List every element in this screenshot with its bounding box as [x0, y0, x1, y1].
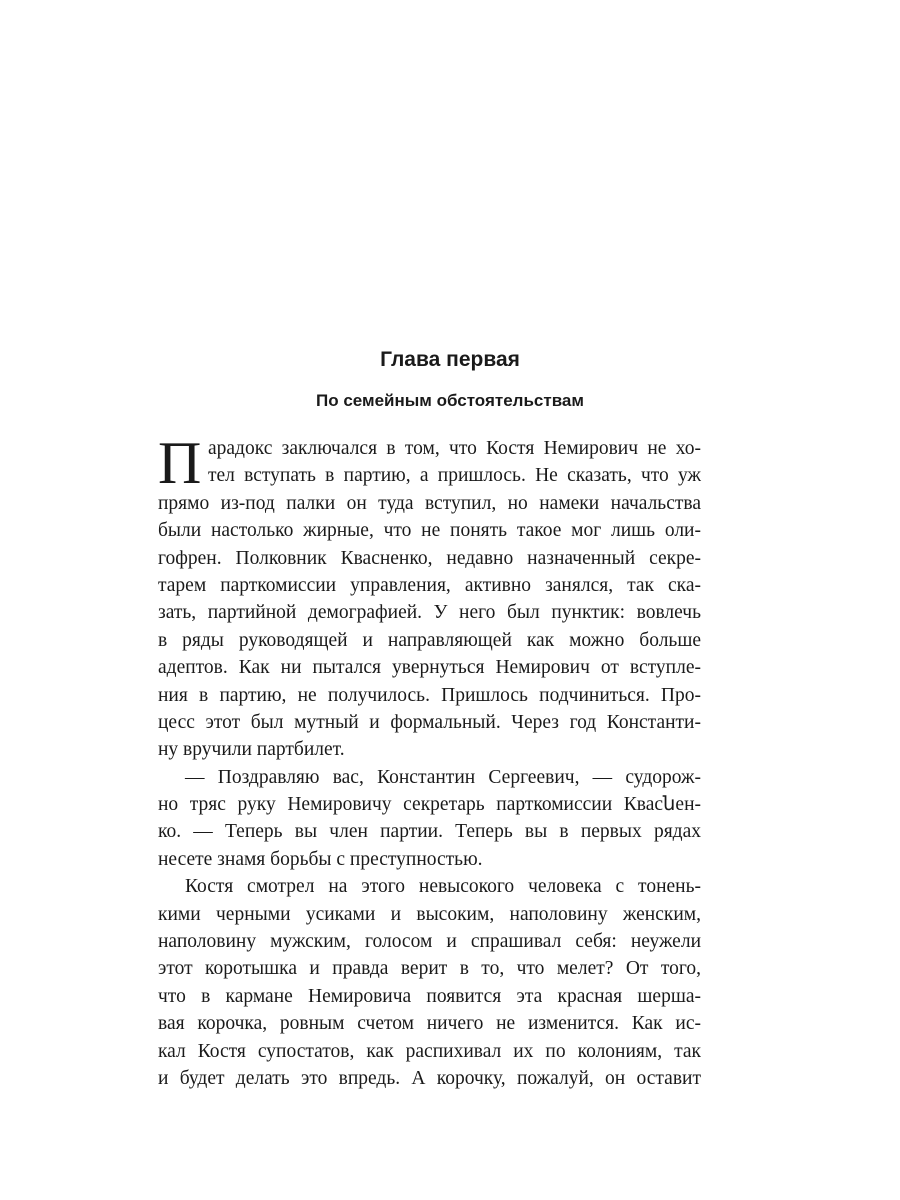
text-line: Костя смотрел на этого невысокого человека с тонень-: [185, 876, 701, 898]
text-line: гофрен. Полковник Квасненко, недавно назначенный секре-: [158, 547, 701, 569]
text-line: наполовину мужским, голосом и спрашивал себя: неужели: [158, 931, 701, 953]
text-line: кими черными усиками и высоким, наполовину женским,: [158, 903, 701, 925]
text-line: адептов. Как ни пытался увернуться Немирович от вступле-: [158, 657, 701, 679]
body-text: [158, 430, 701, 1092]
chapter-subtitle: По семейным обстоятельствам: [316, 391, 584, 410]
text-line: тарем парткомиссии управления, активно занялся, так ска-: [158, 574, 701, 596]
text-line: цесс этот был мутный и формальный. Через год Константи-: [158, 711, 701, 733]
text-line: но тряс руку Немировичу секретарь парткомиссии Квасնен-: [158, 794, 701, 816]
text-line: ну вручили партбилет.: [158, 739, 345, 761]
text-line: прямо из-под палки он туда вступил, но намеки начальства: [158, 492, 701, 514]
text-line: что в кармане Немировича появится эта красная шерша-: [158, 985, 701, 1007]
text-line: ко. — Теперь вы член партии. Теперь вы в первых рядах: [158, 821, 701, 843]
text-line: ния в партию, не получилось. Пришлось подчиниться. Про-: [158, 684, 701, 706]
text-line: кал Костя супостатов, как распихивал их по колониям, так: [158, 1040, 701, 1062]
drop-cap: П: [158, 430, 202, 496]
text-line: этот коротышка и правда верит в то, что мелет? От того,: [158, 958, 701, 980]
text-line: и будет делать это впредь. А корочку, пожалуй, он оставит: [158, 1067, 701, 1089]
chapter-title: Глава первая: [380, 348, 520, 371]
text-line: арадокс заключался в том, что Костя Немирович не хо-: [208, 438, 701, 459]
text-line: зать, партийной демографией. У него был пунктик: вовлечь: [158, 602, 701, 624]
text-line: тел вступать в партию, а пришлось. Не сказать, что уж: [208, 465, 701, 487]
text-line: в ряды руководящей и направляющей как можно больше: [158, 629, 701, 651]
text-line: несете знамя борьбы с преступностью.: [158, 848, 483, 870]
text-line: — Поздравляю вас, Константин Сергеевич, — судорож-: [185, 766, 701, 788]
text-line: были настолько жирные, что не понять такое мог лишь оли-: [158, 520, 701, 542]
text-line: вая корочка, ровным счетом ничего не изменится. Как ис-: [158, 1013, 701, 1035]
